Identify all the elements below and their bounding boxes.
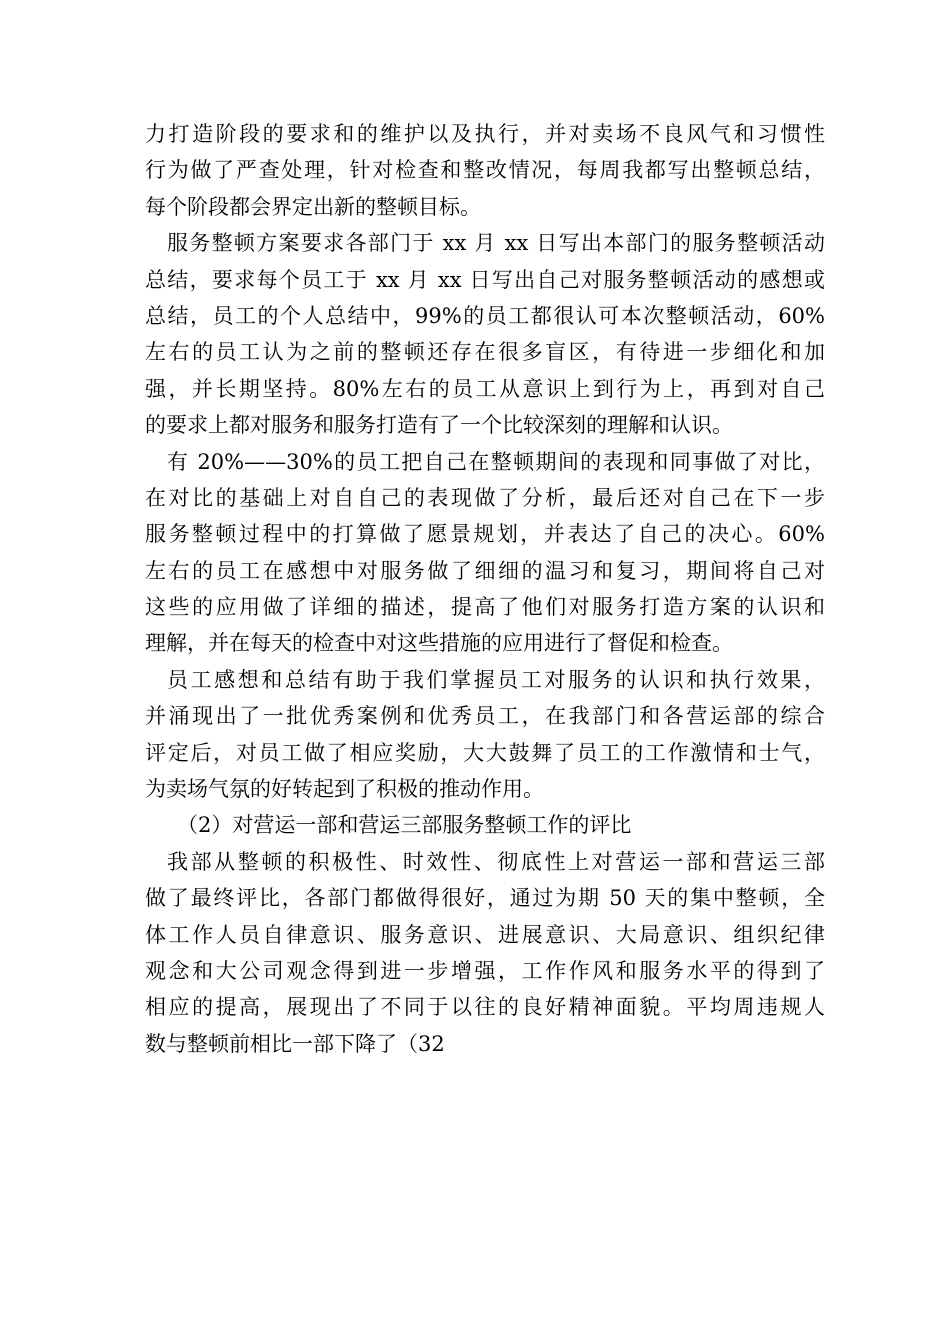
paragraph-line: 并涌现出了一批优秀案例和优秀员工，在我部门和各营运部的综合 [145, 704, 825, 729]
paragraph-line: 观念和大公司观念得到进一步增强，工作作风和服务水平的得到了 [145, 958, 825, 983]
paragraph-line: 在对比的基础上对自自己的表现做了分析，最后还对自己在下一步 [145, 485, 825, 510]
paragraph-line: 总结，要求每个员工于 xx 月 xx 日写出自己对服务整顿活动的感想或 [145, 267, 825, 292]
paragraph-line: 我部从整顿的积极性、时效性、彻底性上对营运一部和营运三部 [167, 849, 825, 874]
paragraph-line: 左右的员工在感想中对服务做了细细的温习和复习，期间将自己对 [145, 558, 825, 583]
paragraph-line: 服务整顿方案要求各部门于 xx 月 xx 日写出本部门的服务整顿活动 [167, 231, 825, 256]
paragraph-line: 这些的应用做了详细的描述，提高了他们对服务打造方案的认识和 [145, 595, 825, 620]
paragraph-line: 左右的员工认为之前的整顿还存在很多盲区，有待进一步细化和加 [145, 340, 825, 365]
paragraph-line: 每个阶段都会界定出新的整顿目标。 [145, 194, 481, 219]
paragraph-line: 强，并长期坚持。80%左右的员工从意识上到行为上，再到对自己 [145, 376, 825, 401]
paragraph-line: 服务整顿过程中的打算做了愿景规划，并表达了自己的决心。60% [145, 522, 825, 547]
paragraph-line: 有 20%——30%的员工把自己在整顿期间的表现和同事做了对比， [167, 449, 825, 474]
paragraph-line: 的要求上都对服务和服务打造有了一个比较深刻的理解和认识。 [145, 413, 733, 438]
paragraph-line: 力打造阶段的要求和的维护以及执行，并对卖场不良风气和习惯性 [145, 122, 825, 146]
paragraph-line: 为卖场气氛的好转起到了积极的推动作用。 [145, 777, 544, 802]
paragraph-line: 行为做了严查处理，针对检查和整改情况，每周我都写出整顿总结， [145, 158, 825, 183]
paragraph-line: 评定后，对员工做了相应奖励，大大鼓舞了员工的工作激情和士气， [145, 740, 825, 765]
document-body [145, 116, 825, 1062]
paragraph-line: 总结，员工的个人总结中，99%的员工都很认可本次整顿活动，60% [145, 303, 825, 328]
paragraph-line: 员工感想和总结有助于我们掌握员工对服务的认识和执行效果， [167, 667, 825, 692]
paragraph-line: 数与整顿前相比一部下降了（32 [145, 1031, 445, 1056]
paragraph-line: 做了最终评比，各部门都做得很好，通过为期 50 天的集中整顿，全 [145, 886, 825, 911]
paragraph-line: 体工作人员自律意识、服务意识、进展意识、大局意识、组织纪律 [145, 922, 825, 947]
paragraph-line: 相应的提高，展现出了不同于以往的良好精神面貌。平均周违规人 [145, 995, 825, 1020]
section-heading: （2）对营运一部和营运三部服务整顿工作的评比 [177, 813, 632, 838]
paragraph-line: 理解，并在每天的检查中对这些措施的应用进行了督促和检查。 [145, 631, 733, 656]
